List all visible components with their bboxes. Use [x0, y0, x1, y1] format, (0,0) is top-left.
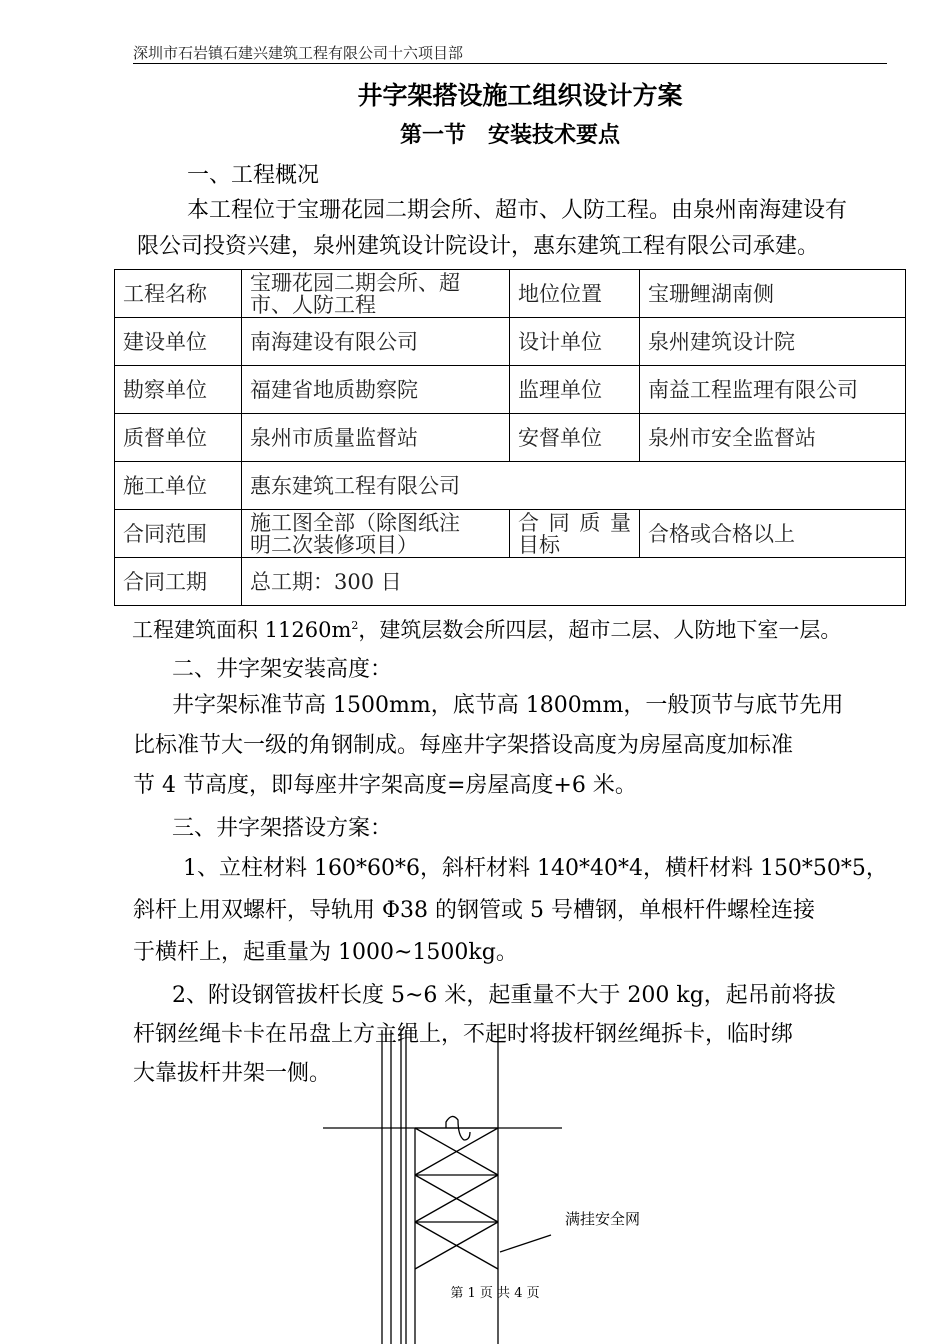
area-superscript: 2 — [351, 619, 359, 632]
table-value-cell: 南海建设有限公司 — [242, 318, 510, 366]
plan-p2-line3: 大靠拔杆井架一侧。 — [133, 1061, 332, 1086]
table-value-cell: 泉州市安全监督站 — [640, 414, 906, 462]
table-label-line: 目标 — [518, 532, 560, 557]
overview-heading: 一、工程概况 — [187, 163, 320, 188]
plan-p1-line3: 于横杆上，起重量为 1000~1500kg。 — [133, 940, 518, 965]
overview-intro-line2: 限公司投资兴建，泉州建筑设计院设计，惠东建筑工程有限公司承建。 — [137, 234, 820, 259]
table-label-cell: 合同范围 — [115, 510, 242, 558]
table-label-cell: 监理单位 — [510, 366, 640, 414]
safety-net-label: 满挂安全网 — [565, 1210, 641, 1228]
table-label-cell: 工程名称 — [115, 270, 242, 318]
plan-p1-line2: 斜杆上用双螺杆，导轨用 Φ38 的钢管或 5 号槽钢，单根杆件螺栓连接 — [133, 898, 816, 923]
table-value-cell: 福建省地质勘察院 — [242, 366, 510, 414]
table-value-cell: 惠东建筑工程有限公司 — [242, 462, 906, 510]
diagram-leader-line — [500, 1235, 551, 1252]
table-value-cell: 宝珊鲤湖南侧 — [640, 270, 906, 318]
section-title: 第一节 安装技术要点 — [399, 122, 620, 148]
table-value-line: 宝珊花园二期会所、超 — [250, 270, 460, 295]
table-label-cell: 地位位置 — [510, 270, 640, 318]
overview-intro-line1: 本工程位于宝珊花园二期会所、超市、人防工程。由泉州南海建设有 — [187, 198, 848, 223]
plan-p2-line2: 杆钢丝绳卡卡在吊盘上方主绳上，不起时将拔杆钢丝绳拆卡，临时绑 — [133, 1022, 794, 1047]
table-label-line: 合同质量 — [518, 510, 631, 535]
building-area-before: 工程建筑面积 11260m — [132, 618, 352, 642]
table-label-cell: 施工单位 — [115, 462, 242, 510]
table-label-cell: 安督单位 — [510, 414, 640, 462]
table-value-cell: 总工期：300 日 — [242, 558, 906, 606]
table-value-line: 明二次装修项目） — [250, 532, 418, 557]
height-line2: 比标准节大一级的角钢制成。每座井字架搭设高度为房屋高度加标准 — [133, 733, 794, 758]
plan-p1-line1: 1、立柱材料 160*60*6，斜杆材料 140*40*4，横杆材料 150*50*5， — [183, 856, 888, 881]
height-line3: 节 4 节高度，即每座井字架高度=房屋高度+6 米。 — [133, 773, 637, 798]
height-heading: 二、井字架安装高度： — [172, 657, 393, 682]
table-value-line: 市、人防工程 — [250, 292, 376, 317]
table-label-cell: 勘察单位 — [115, 366, 242, 414]
table-label-cell: 质督单位 — [115, 414, 242, 462]
building-area-after: ，建筑层数会所四层，超市二层、人防地下室一层。 — [358, 618, 842, 642]
table-value-cell: 合格或合格以上 — [640, 510, 906, 558]
page-header: 深圳市石岩镇石建兴建筑工程有限公司十六项目部 — [133, 44, 464, 62]
table-value-line: 施工图全部（除图纸注 — [250, 510, 460, 535]
table-value-cell: 泉州市质量监督站 — [242, 414, 510, 462]
table-value-cell: 泉州建筑设计院 — [640, 318, 906, 366]
plan-heading: 三、井字架搭设方案： — [172, 816, 393, 841]
page-number: 第 1 页 共 4 页 — [450, 1286, 540, 1301]
table-label-cell: 设计单位 — [510, 318, 640, 366]
plan-p2-line1: 2、附设钢管拔杆长度 5~6 米，起重量不大于 200 kg，起吊前将拔 — [172, 983, 836, 1008]
table-value-cell: 南益工程监理有限公司 — [640, 366, 906, 414]
height-line1: 井字架标准节高 1500mm，底节高 1800mm，一般顶节与底节先用 — [172, 693, 844, 718]
table-label-cell: 合同工期 — [115, 558, 242, 606]
document-title: 井字架搭设施工组织设计方案 — [357, 81, 683, 110]
table-label-cell: 建设单位 — [115, 318, 242, 366]
